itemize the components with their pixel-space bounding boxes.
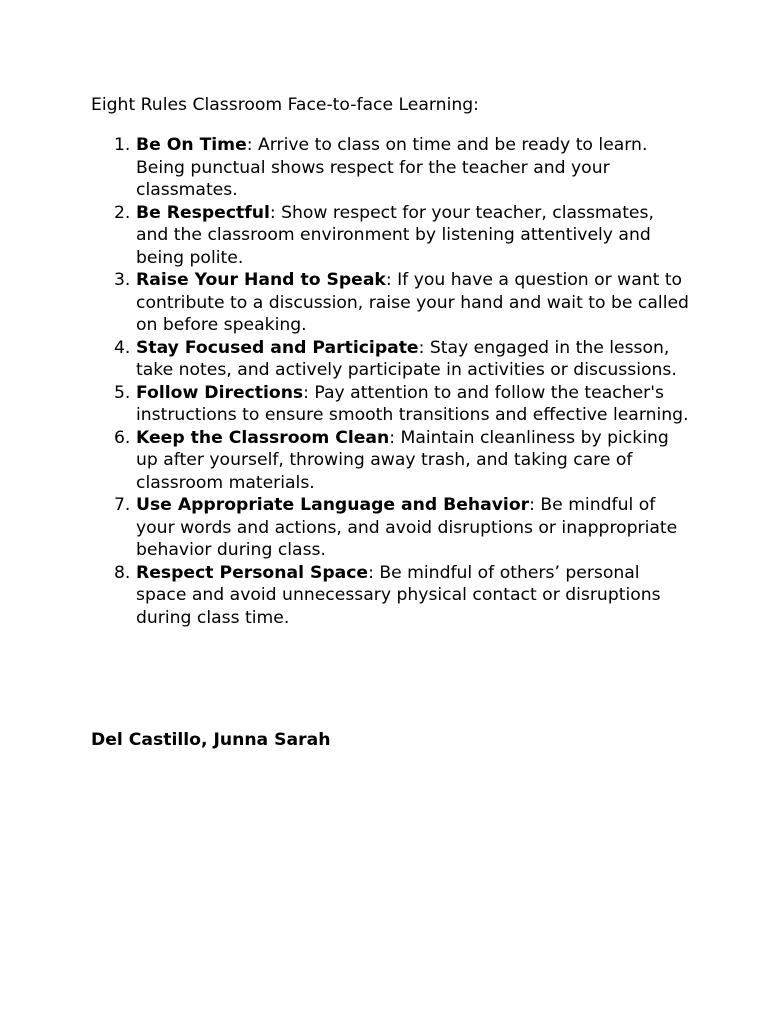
rule-number: 5.: [114, 382, 131, 403]
rule-text: : Show respect for your teacher, classmates, and the classroom environment by listening attentively and being polite.: [136, 202, 654, 268]
rules-list: [91, 134, 691, 629]
rule-number: 7.: [114, 495, 131, 515]
author-name: Del Castillo, Junna Sarah: [91, 730, 331, 750]
rule-number: 4.: [114, 337, 131, 358]
rule-title: Be On Time: [136, 135, 247, 155]
list-item: [91, 494, 691, 562]
rule-body: [136, 337, 691, 382]
list-item: [91, 134, 691, 202]
rule-number: 1.: [114, 135, 131, 155]
rule-number: 6.: [114, 427, 131, 448]
rule-title: Raise Your Hand to Speak: [136, 270, 386, 290]
list-item: [91, 382, 691, 427]
list-item: [91, 427, 691, 495]
rule-title: Follow Directions: [136, 382, 304, 403]
rule-text: : Maintain cleanliness by picking up after yourself, throwing away trash, and taking care of classroom materials.: [136, 427, 669, 493]
rule-text: : Be mindful of others’ personal space and avoid unnecessary physical contact or disruptions during class time.: [136, 562, 661, 628]
rule-text: : Stay engaged in the lesson, take notes, and actively participate in activities or discussions.: [136, 337, 677, 380]
rule-text: : Pay attention to and follow the teacher's instructions to ensure smooth transitions and effective learning.: [136, 382, 689, 425]
rule-text: : If you have a question or want to contribute to a discussion, raise your hand and wait to be called on before speaking.: [136, 270, 689, 335]
rule-title: Respect Personal Space: [136, 562, 369, 583]
rule-text: : Be mindful of your words and actions, and avoid disruptions or inappropriate behavior during class.: [136, 495, 678, 560]
rule-title: Keep the Classroom Clean: [136, 427, 390, 448]
rule-body: [136, 382, 691, 427]
rule-body: [136, 427, 691, 495]
rule-body: [136, 269, 691, 337]
rule-number: 2.: [114, 202, 131, 223]
list-item: [91, 269, 691, 337]
rule-body: [136, 134, 691, 202]
list-item: [91, 337, 691, 382]
rule-title: Use Appropriate Language and Behavior: [136, 495, 530, 515]
rule-number: 8.: [114, 562, 131, 583]
rule-body: [136, 562, 691, 630]
list-item: [91, 202, 691, 270]
rule-body: [136, 202, 691, 270]
rule-body: [136, 494, 691, 562]
rule-title: Stay Focused and Participate: [136, 337, 419, 358]
rule-text: : Arrive to class on time and be ready to learn. Being punctual shows respect for the teacher and your classmates.: [136, 135, 648, 200]
list-item: [91, 562, 691, 630]
rule-title: Be Respectful: [136, 202, 270, 223]
document-title: Eight Rules Classroom Face-to-face Learning:: [91, 95, 479, 115]
rule-number: 3.: [114, 270, 131, 290]
